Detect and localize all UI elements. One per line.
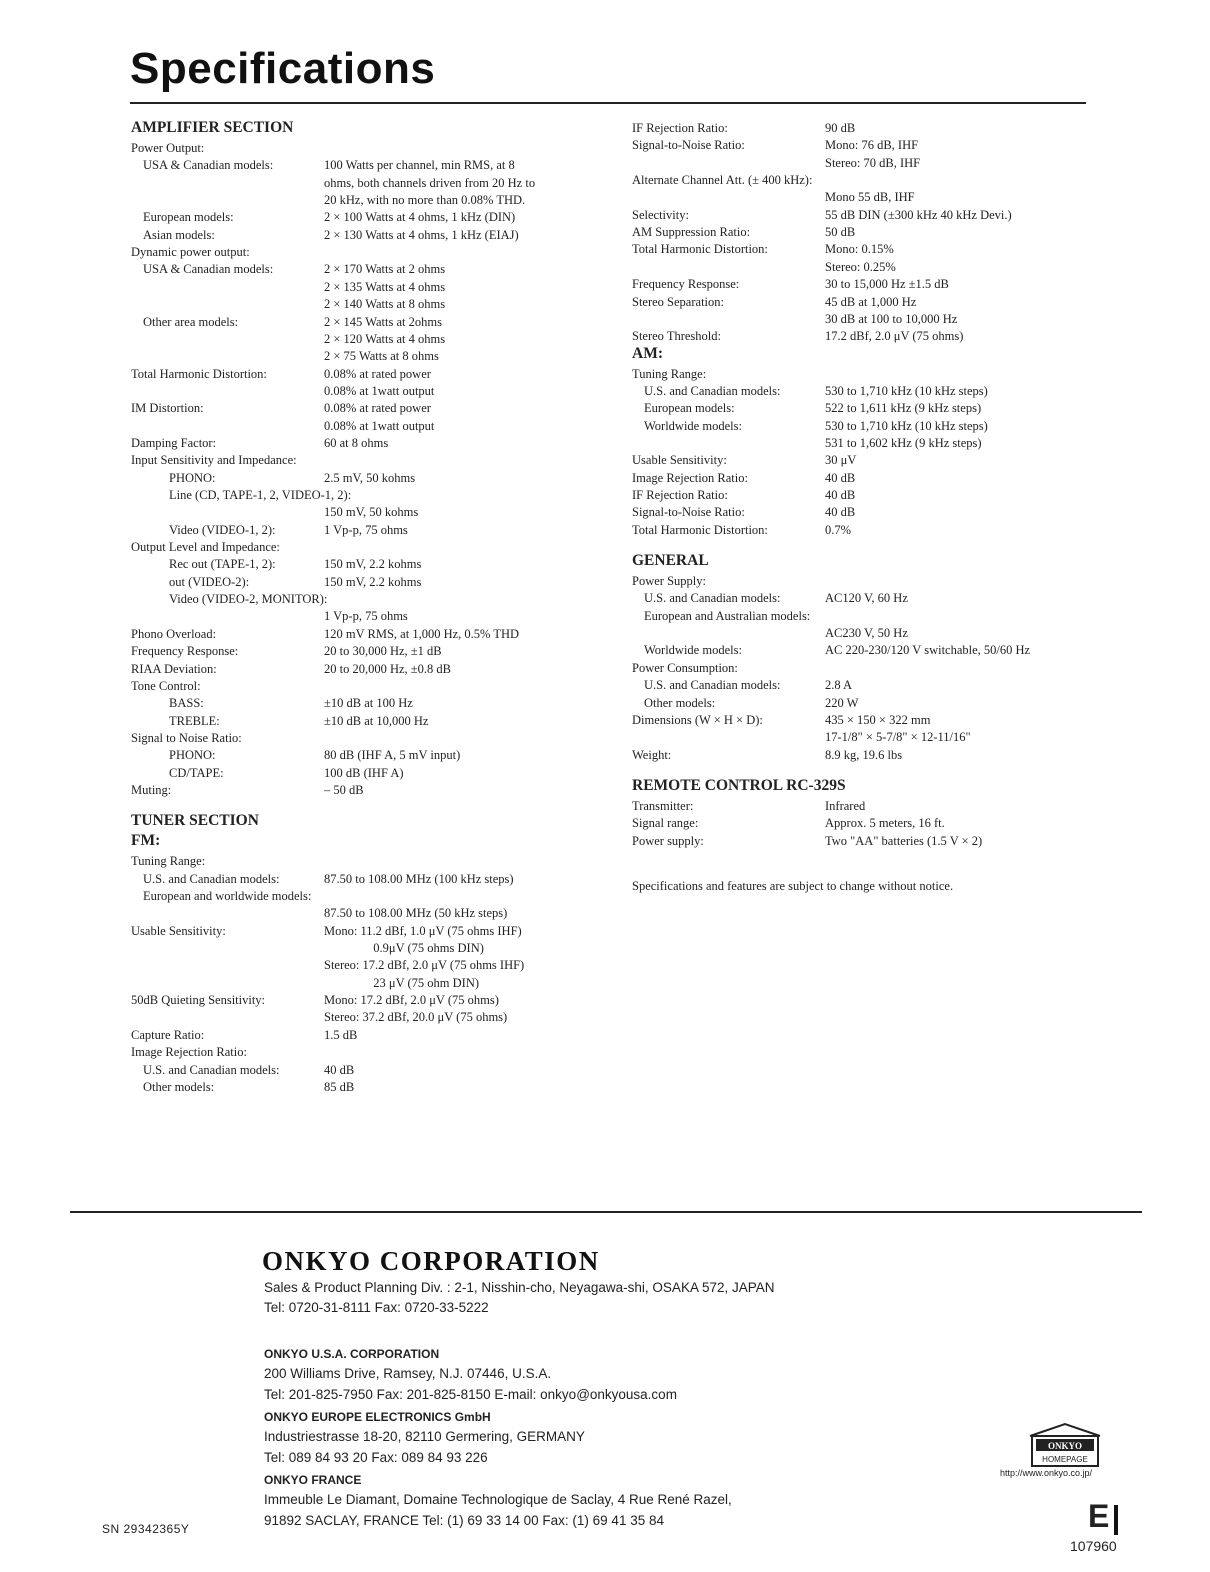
spec-label: Video (VIDEO-1, 2): (169, 522, 276, 537)
spec-value: 17-1/8" × 5-7/8" × 12-11/16" (825, 730, 971, 745)
spec-label: Line (CD, TAPE-1, 2, VIDEO-1, 2): (169, 488, 352, 502)
homepage-url[interactable]: http://www.onkyo.co.jp/ (1000, 1468, 1093, 1478)
spec-label: European models: (644, 401, 735, 416)
spec-value: 0.08% at rated power (324, 366, 431, 381)
spec-value: ±10 dB at 100 Hz (324, 696, 413, 711)
spec-value: 2.5 mV, 50 kohms (324, 470, 416, 485)
spec-label: European and worldwide models: (143, 889, 312, 903)
spec-label: Total Harmonic Distortion: (632, 242, 768, 257)
spec-label: Transmitter: (632, 798, 694, 813)
spec-value: 20 to 20,000 Hz, ±0.8 dB (324, 661, 451, 676)
spec-label: Total Harmonic Distortion: (131, 366, 267, 381)
spec-label: out (VIDEO-2): (169, 574, 250, 589)
spec-label: Video (VIDEO-2, MONITOR): (169, 592, 328, 607)
spec-label: PHONO: (169, 470, 216, 485)
spec-label: Frequency Response: (131, 644, 239, 659)
spec-value: 8.9 kg, 19.6 lbs (825, 747, 903, 762)
footer-rule (70, 1211, 1142, 1213)
heading-text: AM: (632, 344, 663, 362)
spec-value: 435 × 150 × 322 mm (825, 712, 931, 727)
france-address: Immeuble Le Diamant, Domaine Technologique de Saclay, 4 Rue René Razel, (264, 1492, 732, 1507)
spec-label: Muting: (131, 782, 172, 797)
spec-value: 120 mV RMS, at 1,000 Hz, 0.5% THD (324, 626, 520, 641)
spec-value: AC230 V, 50 Hz (825, 626, 908, 641)
spec-value: 2 × 140 Watts at 8 ohms (324, 297, 446, 312)
spec-value: Stereo: 0.25% (825, 259, 896, 274)
spec-value: ±10 dB at 10,000 Hz (324, 713, 429, 728)
spec-value: 60 at 8 ohms (324, 435, 389, 450)
usa-contact: Tel: 201-825-7950 Fax: 201-825-8150 E-mail: onkyo@onkyousa.com (264, 1387, 677, 1402)
usa-office-name: ONKYO U.S.A. CORPORATION (264, 1347, 440, 1361)
heading-text: TUNER SECTION (131, 812, 259, 830)
spec-value: 220 W (825, 695, 859, 710)
spec-value: AC120 V, 60 Hz (825, 591, 908, 606)
spec-value: 87.50 to 108.00 MHz (50 kHz steps) (324, 906, 508, 921)
spec-label: Image Rejection Ratio: (131, 1045, 247, 1060)
spec-value: 1 Vp-p, 75 ohms (324, 522, 408, 537)
europe-office-name: ONKYO EUROPE ELECTRONICS GmbH (264, 1410, 491, 1424)
spec-label: Tone Control: (131, 678, 201, 693)
spec-label: U.S. and Canadian models: (143, 871, 280, 886)
spec-label: Stereo Threshold: (632, 329, 721, 344)
spec-value: Mono: 11.2 dBf, 1.0 μV (75 ohms IHF) (324, 923, 522, 938)
spec-value: 30 dB at 100 to 10,000 Hz (825, 311, 958, 326)
spec-value: 100 Watts per channel, min RMS, at 8 (324, 158, 515, 173)
spec-label: Usable Sensitivity: (131, 923, 226, 938)
spec-value: 45 dB at 1,000 Hz (825, 294, 917, 309)
spec-label: Dimensions (W × H × D): (632, 712, 763, 727)
spec-value: AC 220-230/120 V switchable, 50/60 Hz (825, 643, 1031, 658)
spec-label: Signal to Noise Ratio: (131, 730, 242, 745)
spec-label: CD/TAPE: (169, 765, 224, 780)
spec-label: U.S. and Canadian models: (644, 383, 781, 398)
spec-value: 2 × 120 Watts at 4 ohms (324, 331, 446, 346)
spec-value: 530 to 1,710 kHz (10 kHz steps) (825, 383, 988, 398)
spec-value: 30 to 15,000 Hz ±1.5 dB (825, 277, 949, 292)
spec-value: 2 × 135 Watts at 4 ohms (324, 279, 446, 294)
spec-label: PHONO: (169, 748, 216, 763)
title-rule (130, 102, 1086, 104)
spec-label: European and Australian models: (644, 608, 811, 623)
spec-label: Image Rejection Ratio: (632, 470, 748, 485)
spec-label: Worldwide models: (644, 418, 742, 433)
spec-label: U.S. and Canadian models: (143, 1062, 280, 1077)
spec-value: 40 dB (324, 1062, 355, 1077)
spec-value: 87.50 to 108.00 MHz (100 kHz steps) (324, 871, 514, 886)
spec-label: Dynamic power output: (131, 245, 250, 260)
spec-label: Damping Factor: (131, 435, 217, 450)
europe-contact: Tel: 089 84 93 20 Fax: 089 84 93 226 (264, 1450, 488, 1465)
spec-value: 30 μV (825, 453, 857, 468)
spec-label: Signal-to-Noise Ratio: (632, 138, 745, 153)
spec-label: RIAA Deviation: (131, 661, 217, 676)
spec-value: ohms, both channels driven from 20 Hz to (324, 175, 536, 190)
spec-value: 2 × 170 Watts at 2 ohms (324, 262, 446, 277)
spec-label: Frequency Response: (632, 277, 740, 292)
spec-value: 40 dB (825, 470, 856, 485)
spec-value: 0.08% at 1watt output (324, 383, 435, 398)
spec-label: Phono Overload: (131, 626, 217, 641)
spec-label: Selectivity: (632, 207, 689, 222)
spec-label: Tuning Range: (131, 854, 206, 869)
spec-label: Worldwide models: (644, 643, 742, 658)
spec-value: 530 to 1,710 kHz (10 kHz steps) (825, 418, 988, 433)
spec-value: 17.2 dBf, 2.0 μV (75 ohms) (825, 329, 964, 344)
spec-label: USA & Canadian models: (143, 262, 274, 277)
spec-value: 531 to 1,602 kHz (9 kHz steps) (825, 435, 982, 450)
spec-value: 0.08% at 1watt output (324, 418, 435, 433)
france-office-name: ONKYO FRANCE (264, 1473, 362, 1487)
spec-value: Mono: 0.15% (825, 242, 894, 257)
hq-phone: Tel: 0720-31-8111 Fax: 0720-33-5222 (264, 1300, 489, 1315)
spec-label: Signal-to-Noise Ratio: (632, 505, 745, 520)
spec-value: 100 dB (IHF A) (324, 765, 404, 780)
spec-value: 0.7% (825, 522, 852, 537)
usa-address: 200 Williams Drive, Ramsey, N.J. 07446, U.S.A. (264, 1366, 552, 1381)
homepage-house-icon (1028, 1422, 1102, 1468)
hq-address: Sales & Product Planning Div. : 2-1, Nisshin-cho, Neyagawa-shi, OSAKA 572, JAPAN (264, 1280, 775, 1295)
spec-value: 150 mV, 2.2 kohms (324, 574, 422, 589)
spec-value: Stereo: 70 dB, IHF (825, 155, 921, 170)
spec-label: Power Output: (131, 141, 205, 155)
heading-text: FM: (131, 832, 161, 850)
spec-label: Capture Ratio: (131, 1027, 205, 1042)
spec-label: Signal range: (632, 816, 699, 831)
spec-value: 0.9μV (75 ohms DIN) (373, 941, 484, 956)
spec-label: Other models: (143, 1079, 215, 1094)
spec-value: 522 to 1,611 kHz (9 kHz steps) (825, 401, 982, 416)
spec-value: 1.5 dB (324, 1027, 358, 1042)
europe-address: Industriestrasse 18-20, 82110 Germering, GERMANY (264, 1429, 585, 1444)
spec-label: Input Sensitivity and Impedance: (131, 453, 297, 468)
spec-label: Output Level and Impedance: (131, 540, 280, 555)
spec-label: Rec out (TAPE-1, 2): (169, 557, 276, 572)
heading-text: REMOTE CONTROL RC-329S (632, 776, 846, 794)
spec-value: 2 × 75 Watts at 8 ohms (324, 349, 439, 364)
spec-label: Other area models: (143, 314, 239, 329)
spec-label: Stereo Separation: (632, 294, 724, 309)
corporation-name: ONKYO CORPORATION (262, 1246, 600, 1276)
homepage-label: HOMEPAGE (1042, 1455, 1088, 1464)
spec-value: 1 Vp-p, 75 ohms (324, 609, 408, 624)
spec-value: 20 kHz, with no more than 0.08% THD. (324, 193, 526, 208)
language-mark: E (1088, 1498, 1110, 1534)
spec-value: 55 dB DIN (±300 kHz 40 kHz Devi.) (825, 207, 1012, 222)
spec-label: Alternate Channel Att. (± 400 kHz): (632, 173, 813, 188)
heading-text: GENERAL (632, 552, 709, 570)
spec-label: IM Distortion: (131, 401, 204, 416)
page-title: Specifications (130, 44, 436, 93)
spec-value: Stereo: 17.2 dBf, 2.0 μV (75 ohms IHF) (324, 958, 525, 973)
spec-label: U.S. and Canadian models: (644, 678, 781, 693)
spec-value: Mono: 76 dB, IHF (825, 138, 919, 153)
homepage-brand: ONKYO (1047, 1441, 1083, 1451)
spec-value: Two "AA" batteries (1.5 V × 2) (825, 833, 983, 848)
france-contact: 91892 SACLAY, FRANCE Tel: (1) 69 33 14 00 Fax: (1) 69 41 35 84 (264, 1513, 664, 1528)
spec-label: European models: (143, 210, 234, 225)
spec-label: Total Harmonic Distortion: (632, 522, 768, 537)
document-number: 107960 (1070, 1538, 1117, 1554)
spec-value: 50 dB (825, 225, 856, 240)
spec-value: 2 × 130 Watts at 4 ohms, 1 kHz (EIAJ) (324, 227, 519, 242)
heading-text: AMPLIFIER SECTION (131, 119, 294, 136)
spec-value: 90 dB (825, 121, 856, 135)
spec-value: 20 to 30,000 Hz, ±1 dB (324, 644, 442, 659)
spec-value: 40 dB (825, 488, 856, 502)
spec-label: Usable Sensitivity: (632, 453, 727, 468)
spec-label: Power Supply: (632, 574, 706, 589)
spec-label: IF Rejection Ratio: (632, 488, 728, 502)
spec-label: AM Suppression Ratio: (632, 225, 751, 240)
spec-label: Other models: (644, 695, 716, 710)
spec-value: 80 dB (IHF A, 5 mV input) (324, 748, 461, 763)
spec-value: 40 dB (825, 505, 856, 520)
spec-value: Mono: 17.2 dBf, 2.0 μV (75 ohms) (324, 993, 499, 1008)
spec-label: TREBLE: (169, 713, 220, 728)
spec-label: BASS: (169, 696, 204, 711)
spec-label: Power supply: (632, 833, 704, 848)
spec-value: 0.08% at rated power (324, 401, 431, 416)
spec-value: 2 × 100 Watts at 4 ohms, 1 kHz (DIN) (324, 210, 516, 225)
spec-label: USA & Canadian models: (143, 158, 274, 173)
spec-label: U.S. and Canadian models: (644, 591, 781, 606)
spec-value: 2.8 A (825, 678, 853, 693)
spec-value: 150 mV, 50 kohms (324, 505, 419, 520)
serial-number: SN 29342365Y (102, 1522, 190, 1536)
spec-value: 150 mV, 2.2 kohms (324, 557, 422, 572)
spec-label: 50dB Quieting Sensitivity: (131, 993, 266, 1008)
spec-value: Stereo: 37.2 dBf, 20.0 μV (75 ohms) (324, 1010, 508, 1025)
spec-label: Specifications and features are subject to change without notice. (632, 878, 954, 893)
spec-value: Approx. 5 meters, 16 ft. (825, 816, 945, 831)
spec-value: – 50 dB (324, 782, 364, 797)
spec-value: 23 μV (75 ohm DIN) (373, 975, 480, 990)
spec-value: Infrared (825, 798, 866, 813)
spec-label: Weight: (632, 747, 672, 762)
spec-label: IF Rejection Ratio: (632, 121, 728, 135)
spec-label: Asian models: (143, 227, 215, 242)
spec-value: Mono 55 dB, IHF (825, 190, 915, 205)
spec-value: 85 dB (324, 1079, 355, 1094)
spec-label: Tuning Range: (632, 366, 707, 381)
spec-value: 2 × 145 Watts at 2ohms (324, 314, 442, 329)
language-mark-bar (1114, 1505, 1118, 1535)
spec-label: Power Consumption: (632, 660, 738, 675)
